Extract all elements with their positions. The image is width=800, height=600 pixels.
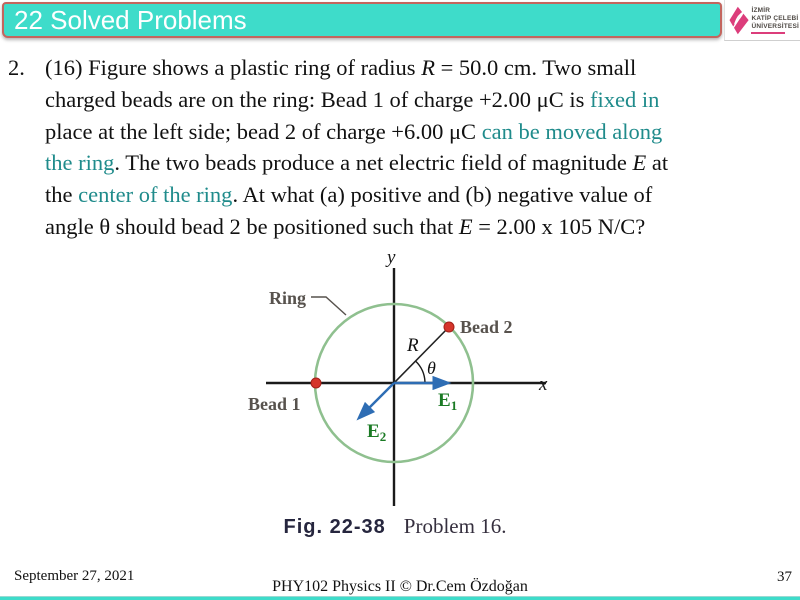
- bead1-label: Bead 1: [248, 394, 301, 414]
- problem-line: the ring. The two beads produce a net electric field of magnitude E at: [45, 150, 669, 176]
- bottom-accent-bar: [0, 596, 800, 600]
- bead2-label: Bead 2: [460, 317, 513, 337]
- problem-line: the center of the ring. At what (a) positive and (b) negative value of: [45, 182, 653, 208]
- radius-label: R: [407, 335, 419, 356]
- figure-ring-diagram: [246, 252, 558, 512]
- theta-arc: [416, 361, 426, 383]
- problem-line: (16) Figure shows a plastic ring of radius R = 50.0 cm. Two small: [45, 55, 637, 80]
- e1-label: $E_1$: [438, 390, 458, 413]
- header-bar: [2, 2, 722, 38]
- page-number: 37: [777, 569, 792, 585]
- figure-problem-ref: Problem 16.: [403, 514, 507, 538]
- problem-statement: [8, 52, 794, 243]
- radius-line: [394, 327, 449, 383]
- problem-number: 2.: [8, 55, 25, 80]
- logo-underline: [751, 32, 785, 34]
- page-title: 22 Solved Problems: [14, 5, 247, 35]
- e2-vector-arrow: [359, 383, 394, 418]
- figure-caption: [225, 514, 565, 539]
- problem-text: [45, 52, 794, 243]
- ring-label: Ring: [269, 288, 307, 308]
- bead2-dot: [444, 322, 454, 332]
- y-axis-label: y: [387, 252, 396, 268]
- e2-label: $E_2$: [367, 421, 387, 444]
- theta-label: θ: [427, 358, 436, 378]
- footer-course: PHY102 Physics II © Dr.Cem Özdoğan: [272, 578, 528, 595]
- footer-date: September 27, 2021: [14, 568, 135, 584]
- problem-line: charged beads are on the ring: Bead 1 of charge +2.00 μC is fixed in: [45, 86, 660, 112]
- university-emblem-icon: [727, 3, 749, 38]
- problem-line: place at the left side; bead 2 of charge +6.00 μC can be moved along: [45, 118, 663, 144]
- ring-leader-line: [311, 297, 346, 315]
- university-logo: [724, 0, 800, 41]
- bead1-dot: [311, 378, 321, 388]
- figure-number: Fig. 22-38: [283, 516, 386, 538]
- logo-line3: ÜNİVERSİTESİ: [751, 22, 799, 30]
- logo-line2: KATİP ÇELEBİ: [751, 14, 799, 22]
- logo-line1: İZMİR: [751, 6, 771, 14]
- problem-line: angle θ should bead 2 be positioned such that E = 2.00 x 105 N/C?: [45, 213, 646, 239]
- x-axis-label: x: [539, 374, 548, 395]
